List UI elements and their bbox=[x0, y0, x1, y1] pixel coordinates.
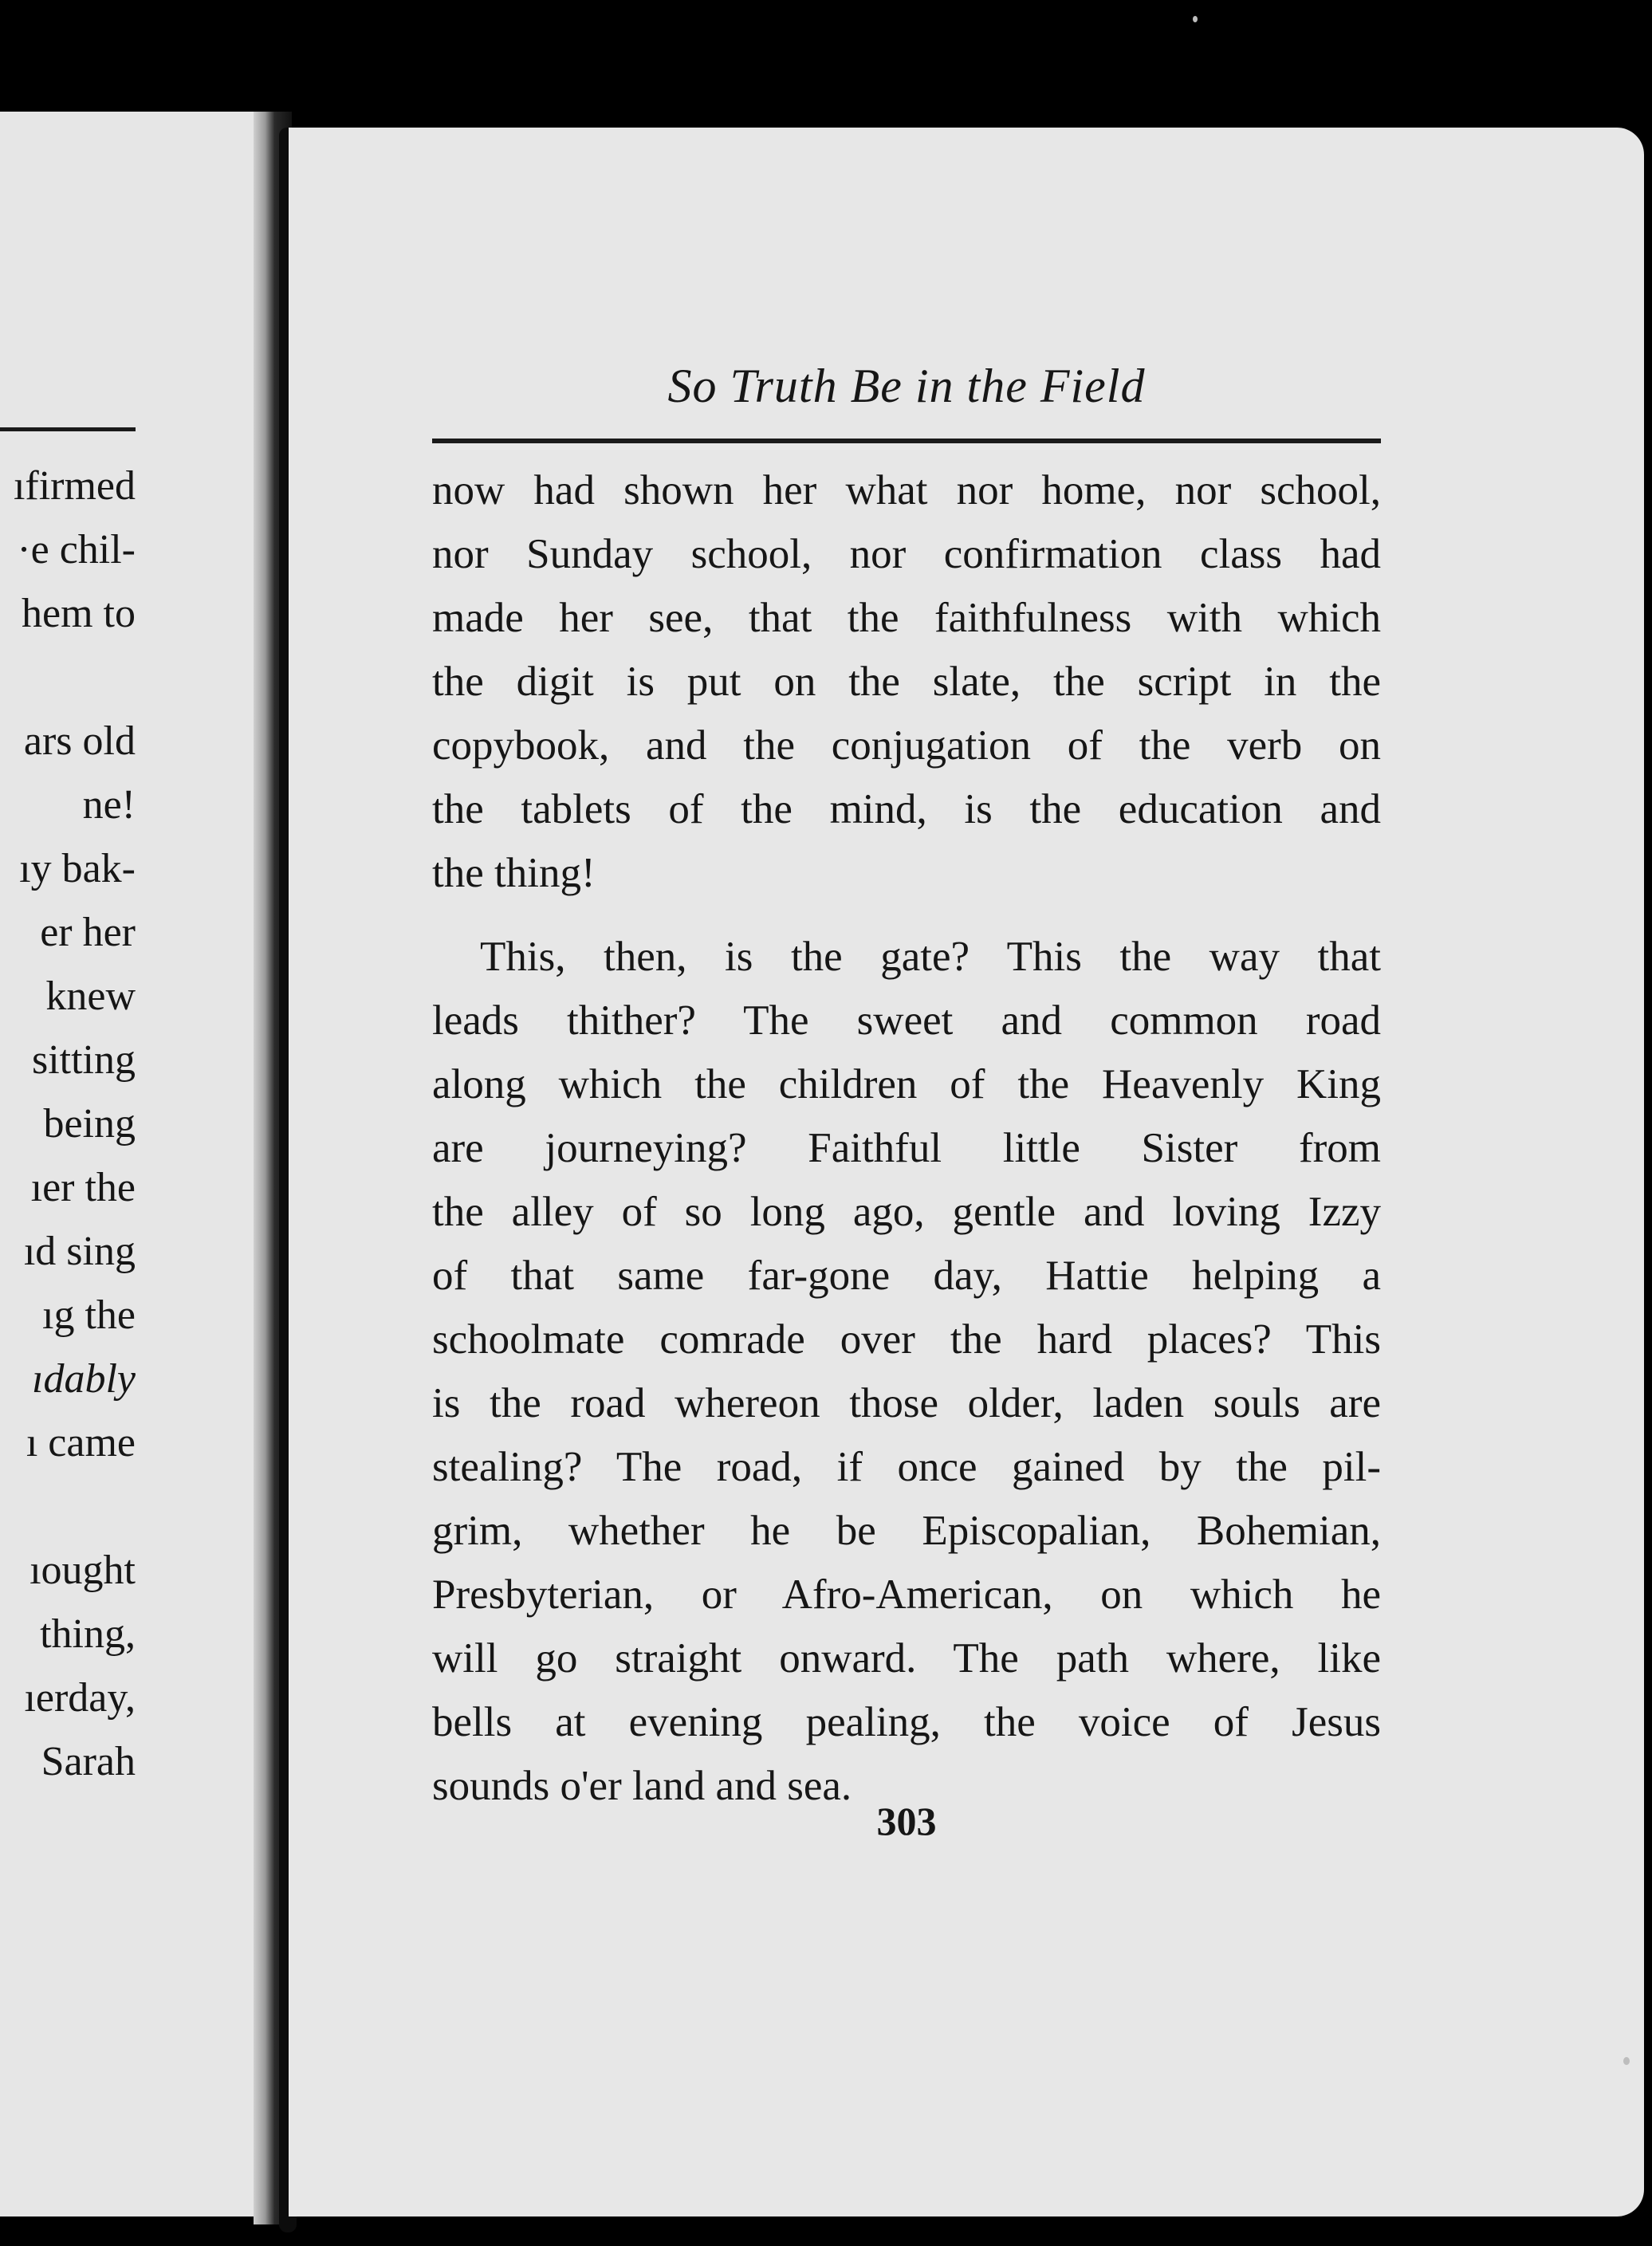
text-line: will go straight onward. The path where, like bbox=[432, 1635, 1381, 1682]
text-line: are journeying? Faithful little Sister from bbox=[432, 1125, 1381, 1171]
text-line: along which the children of the Heavenly King bbox=[432, 1061, 1381, 1107]
text-line: sounds o'er land and sea. bbox=[432, 1763, 852, 1809]
right-page bbox=[289, 128, 1644, 2216]
left-text-line: ıfirmed bbox=[13, 463, 136, 509]
left-header-rule bbox=[0, 427, 136, 431]
text-line: the alley of so long ago, gentle and loving Izzy bbox=[432, 1189, 1381, 1235]
text-line: stealing? The road, if once gained by the pil- bbox=[432, 1444, 1381, 1490]
left-text-line: er her bbox=[40, 910, 136, 955]
left-text-line bbox=[0, 646, 136, 710]
left-text-line: ne! bbox=[82, 782, 136, 828]
paragraph-2 bbox=[432, 925, 1381, 1818]
left-text-line: sitting bbox=[31, 1037, 136, 1083]
running-head: So Truth Be in the Field bbox=[667, 360, 1146, 412]
left-text-line: ıg the bbox=[42, 1292, 136, 1338]
text-line: made her see, that the faithfulness with which bbox=[432, 595, 1381, 641]
left-facing-page bbox=[0, 112, 262, 2216]
left-text-line: ıerday, bbox=[24, 1675, 136, 1721]
left-text-line: ars old bbox=[23, 718, 136, 764]
text-line: now had shown her what nor home, nor school, bbox=[432, 467, 1381, 513]
text-line: nor Sunday school, nor confirmation class had bbox=[432, 531, 1381, 577]
text-line: the thing! bbox=[432, 850, 596, 896]
text-line: Presbyterian, or Afro-American, on which he bbox=[432, 1571, 1381, 1618]
text-line: bells at evening pealing, the voice of Jesus bbox=[432, 1699, 1381, 1745]
text-line: This, then, is the gate? This the way that bbox=[480, 934, 1381, 980]
left-page-text bbox=[0, 454, 136, 1794]
text-line: the digit is put on the slate, the script in the bbox=[432, 659, 1381, 705]
text-line: leads thither? The sweet and common road bbox=[432, 997, 1381, 1044]
text-line: copybook, and the conjugation of the verb on bbox=[432, 722, 1381, 769]
left-text-line: knew bbox=[45, 974, 136, 1019]
header-rule bbox=[432, 439, 1381, 443]
left-text-line: Sarah bbox=[41, 1739, 136, 1784]
left-text-line: being bbox=[43, 1101, 136, 1147]
left-text-line: thing, bbox=[40, 1611, 136, 1657]
text-line: grim, whether he be Episcopalian, Bohemian, bbox=[432, 1508, 1381, 1554]
left-text-line: ıdably bbox=[32, 1356, 136, 1402]
text-line: schoolmate comrade over the hard places? This bbox=[432, 1316, 1381, 1363]
left-text-line bbox=[0, 1475, 136, 1539]
scan-speck bbox=[1193, 16, 1198, 22]
left-text-line: ı came bbox=[26, 1420, 136, 1465]
left-text-line: ıought bbox=[30, 1548, 136, 1593]
left-text-line: ıer the bbox=[30, 1165, 136, 1210]
text-line: of that same far-gone day, Hattie helping a bbox=[432, 1253, 1381, 1299]
scan-speck bbox=[1623, 2057, 1630, 2065]
text-line: is the road whereon those older, laden souls are bbox=[432, 1380, 1381, 1426]
page-number: 303 bbox=[876, 1799, 937, 1843]
left-text-line: ·e chil- bbox=[17, 527, 136, 572]
paragraph-1 bbox=[432, 458, 1381, 905]
left-text-line: ıd sing bbox=[23, 1229, 136, 1274]
left-text-line: hem to bbox=[22, 591, 136, 636]
text-line: the tablets of the mind, is the education and bbox=[432, 786, 1381, 832]
left-text-line: ıy bak- bbox=[19, 846, 136, 891]
